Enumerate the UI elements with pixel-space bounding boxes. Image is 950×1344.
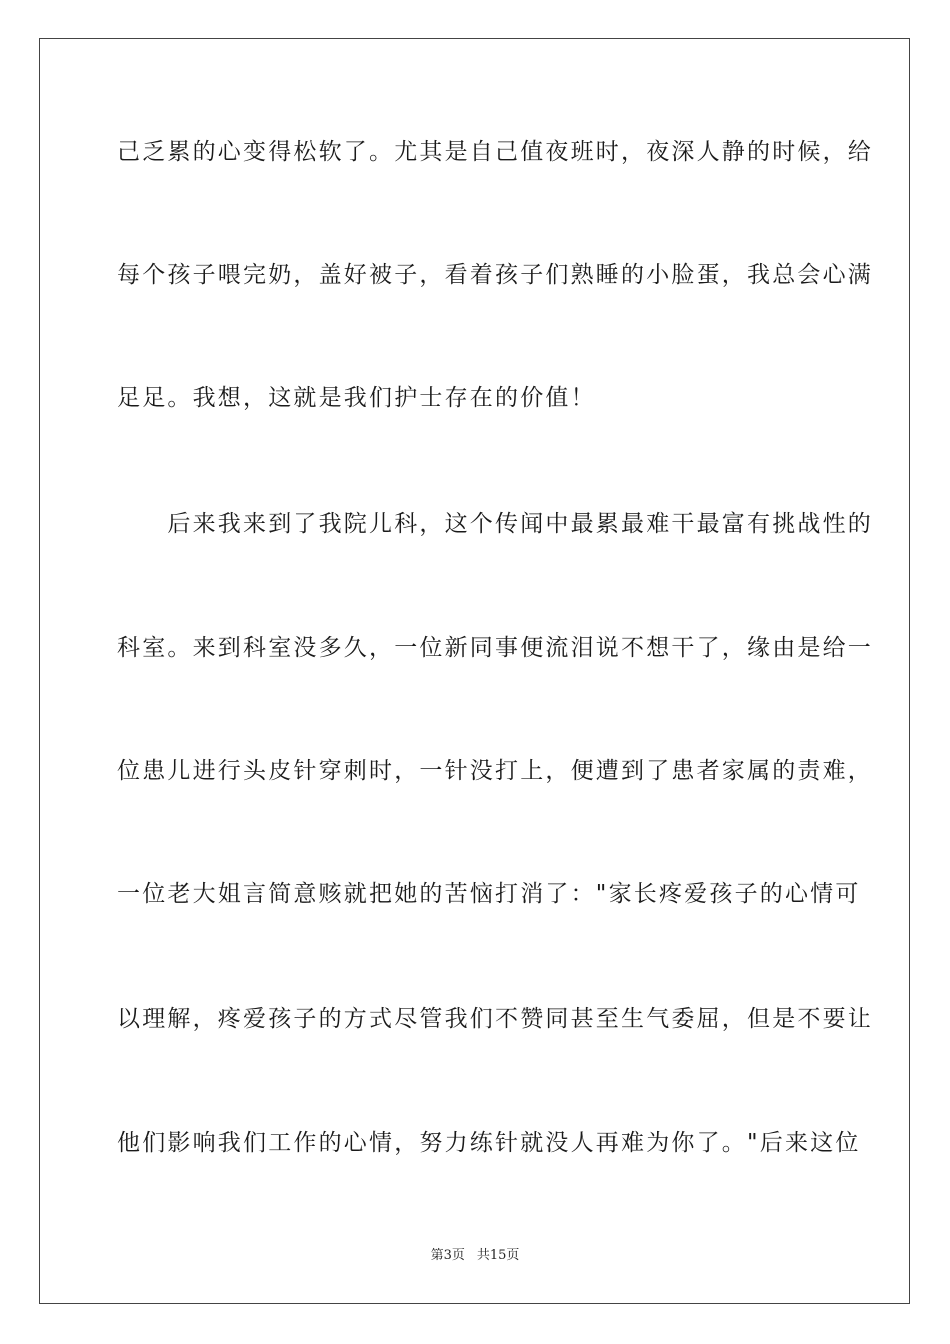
text-line-8: 以理解，疼爱孩子的方式尽管我们不赞同甚至生气委屈，但是不要让 [117, 1006, 873, 1032]
text-line-5: 科室。来到科室没多久，一位新同事便流泪说不想干了，缘由是给一 [117, 635, 873, 661]
page-border [39, 38, 910, 1304]
page-footer [0, 1247, 950, 1265]
text-line-9: 他们影响我们工作的心情，努力练针就没人再难为你了。"后来这位 [117, 1130, 861, 1156]
text-line-7: 一位老大姐言简意赅就把她的苦恼打消了："家长疼爱孩子的心情可 [117, 881, 861, 907]
page-total: 共15页 [476, 1248, 520, 1263]
text-line-2: 每个孩子喂完奶，盖好被子，看着孩子们熟睡的小脸蛋，我总会心满 [117, 262, 873, 288]
page-number: 第3页 [430, 1248, 465, 1263]
text-line-1: 己乏累的心变得松软了。尤其是自己值夜班时，夜深人静的时候，给 [117, 139, 873, 165]
text-line-3: 足足。我想，这就是我们护士存在的价值！ [117, 385, 596, 411]
text-line-6: 位患儿进行头皮针穿刺时，一针没打上，便遭到了患者家属的责难， [117, 758, 873, 784]
text-line-4: 后来我来到了我院儿科，这个传闻中最累最难干最富有挑战性的 [117, 511, 873, 537]
